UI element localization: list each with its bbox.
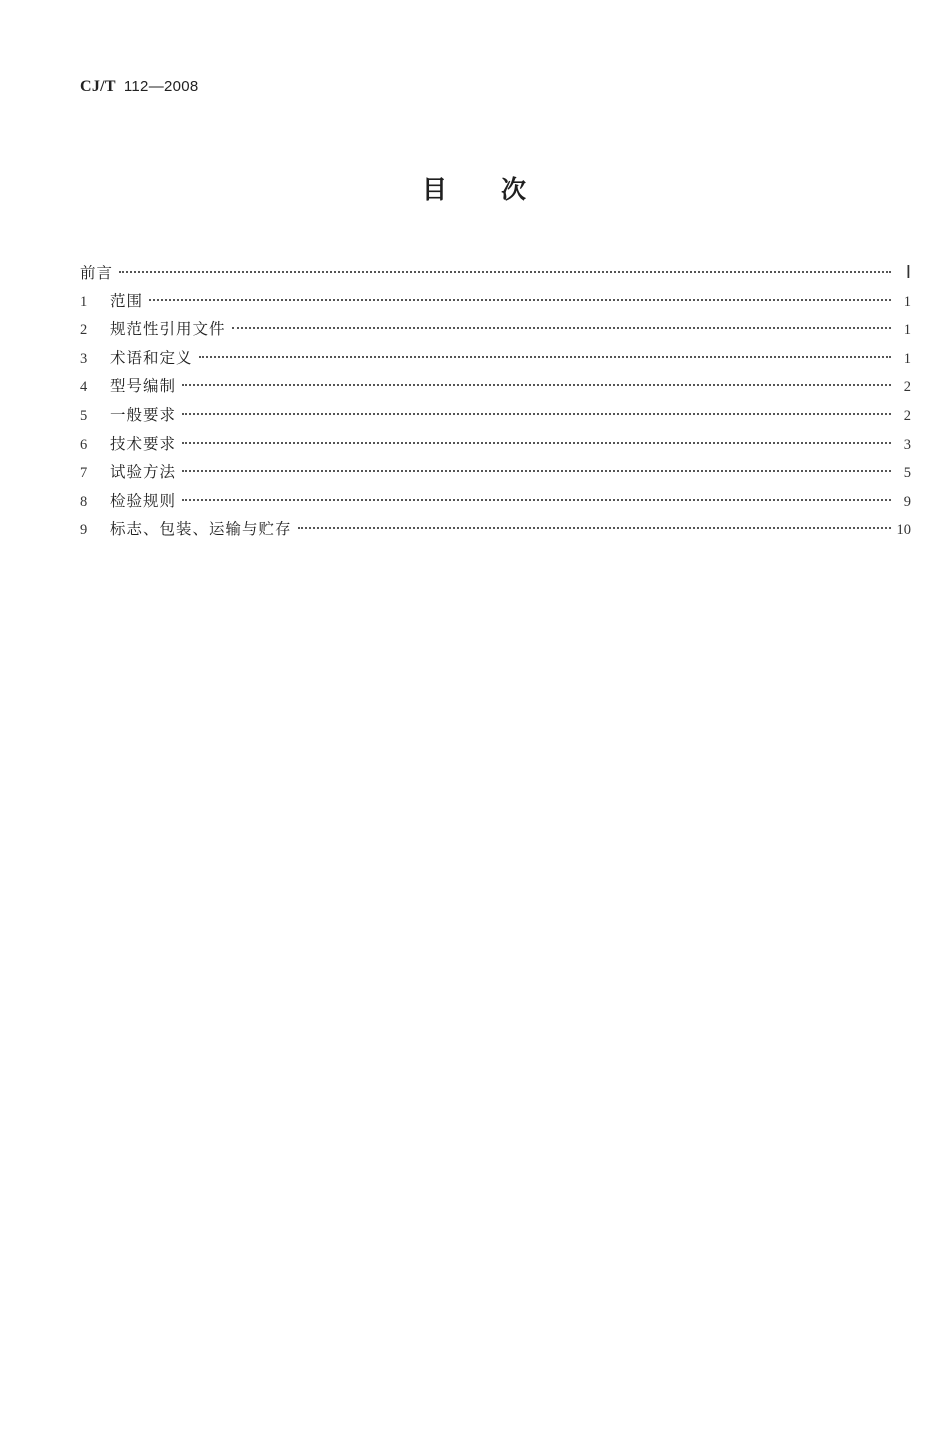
toc-entry-number: 7 [80, 465, 88, 482]
toc-entry-model-designation[interactable] [80, 372, 911, 401]
page-title [0, 170, 950, 206]
toc-entry-normative-references[interactable] [80, 315, 911, 344]
dot-leader [199, 356, 891, 358]
toc-entry-label: 型号编制 [110, 377, 177, 396]
toc-entry-label: 一般要求 [110, 405, 177, 424]
toc-entry-general-requirements[interactable] [80, 401, 911, 430]
toc-entry-page: 1 [903, 350, 911, 367]
toc-entry-label: 范围 [110, 291, 144, 310]
toc-entry-number: 3 [80, 350, 88, 367]
dot-leader [149, 299, 891, 301]
toc-entry-number: 8 [80, 493, 88, 510]
standard-year: 112—2008 [123, 78, 199, 95]
toc-entry-label: 试验方法 [110, 463, 177, 482]
toc-entry-label: 技术要求 [110, 434, 177, 453]
toc-entry-technical-requirements[interactable] [80, 430, 911, 459]
dot-leader [182, 442, 891, 444]
toc-entry-number: 4 [80, 379, 88, 396]
standard-number [80, 78, 199, 96]
table-of-contents [80, 258, 911, 544]
toc-entry-number: 1 [80, 293, 88, 310]
toc-entry-inspection-rules[interactable] [80, 487, 911, 516]
dot-leader [182, 413, 891, 415]
toc-entry-page: 2 [903, 407, 911, 424]
toc-entry-number: 2 [80, 322, 88, 339]
toc-entry-page: Ⅰ [905, 262, 911, 282]
toc-entry-number: 6 [80, 436, 88, 453]
standard-code: CJ/T [80, 78, 116, 95]
toc-entry-marking-packaging[interactable] [80, 515, 911, 544]
toc-entry-page: 3 [903, 436, 911, 453]
toc-entry-label: 检验规则 [110, 491, 177, 510]
toc-entry-number: 5 [80, 407, 88, 424]
toc-entry-test-methods[interactable] [80, 458, 911, 487]
dot-leader [182, 499, 891, 501]
toc-entry-page: 2 [903, 379, 911, 396]
toc-entry-terms-definitions[interactable] [80, 344, 911, 373]
dot-leader [119, 271, 891, 273]
dot-leader [182, 384, 891, 386]
toc-entry-number: 9 [80, 522, 88, 539]
title-char-1: 目 [421, 175, 449, 204]
toc-entry-scope[interactable] [80, 287, 911, 316]
toc-entry-page: 5 [903, 465, 911, 482]
toc-entry-page: 1 [903, 322, 911, 339]
toc-entry-label: 前言 [80, 264, 114, 282]
toc-entry-foreword[interactable] [80, 258, 911, 287]
dot-leader [232, 327, 891, 329]
dot-leader [182, 470, 891, 472]
toc-entry-page: 10 [896, 522, 911, 539]
toc-entry-label: 规范性引用文件 [110, 320, 226, 339]
toc-entry-page: 1 [903, 293, 911, 310]
toc-entry-label: 标志、包装、运输与贮存 [110, 520, 292, 539]
toc-entry-label: 术语和定义 [110, 348, 193, 367]
title-char-2: 次 [501, 175, 529, 204]
dot-leader [298, 527, 891, 529]
toc-entry-page: 9 [903, 493, 911, 510]
